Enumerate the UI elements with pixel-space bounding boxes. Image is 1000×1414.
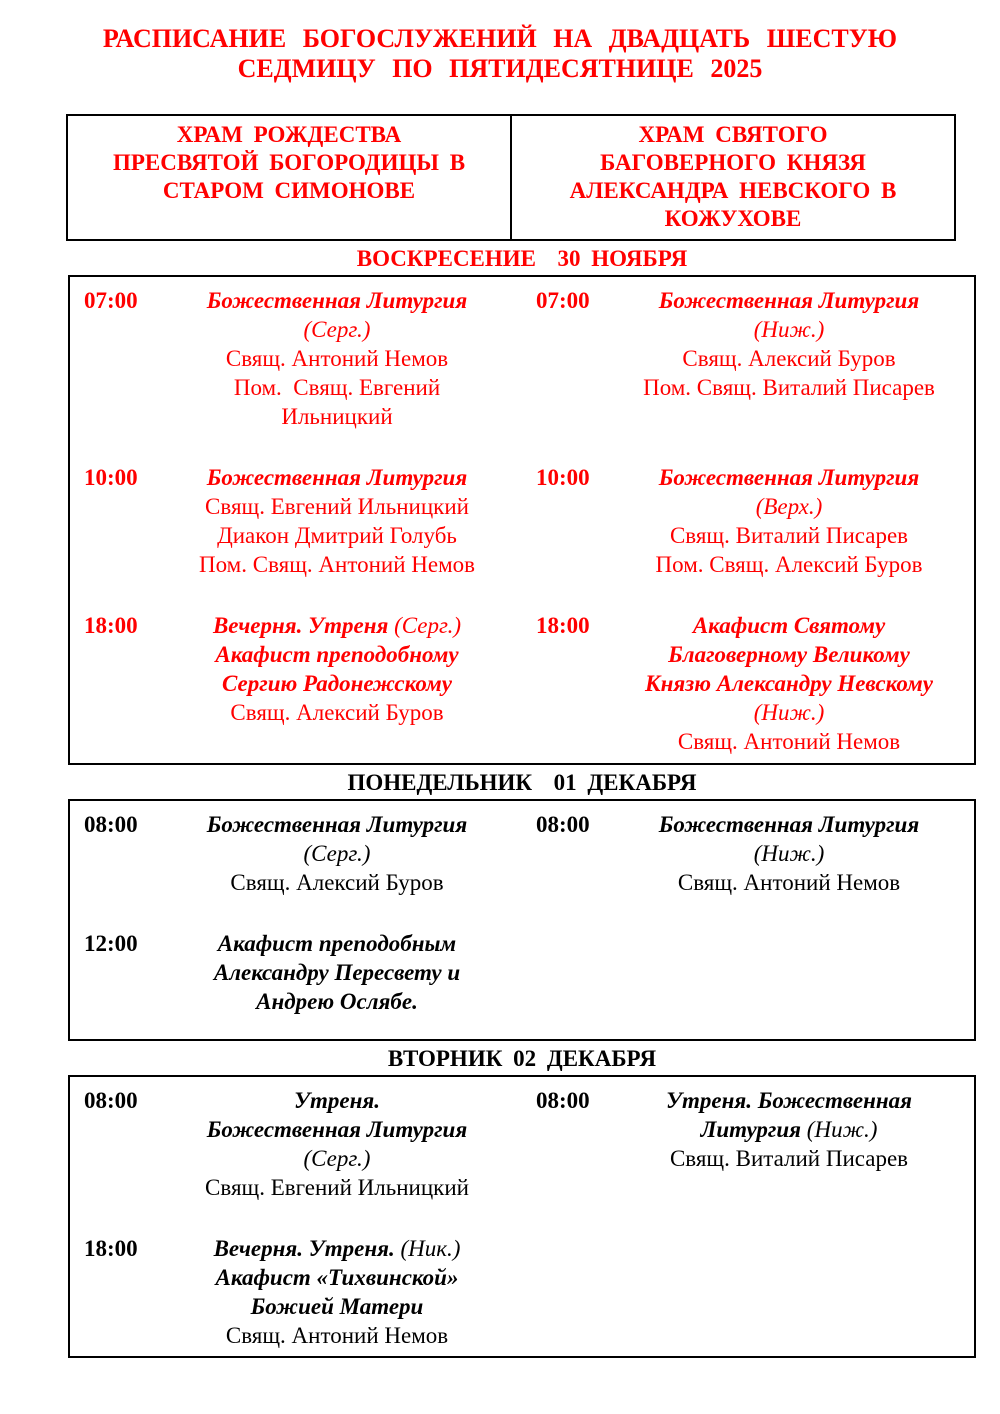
service-text-segment: Свящ. Алексий Буров [230, 870, 444, 895]
service-text-segment: (Ниж.) [806, 1117, 878, 1142]
service-text-segment: Александру Пересвету и [213, 960, 461, 985]
service-line [156, 373, 518, 402]
service-slot [70, 929, 974, 1016]
service-lines [156, 286, 522, 431]
service-slot [70, 1086, 974, 1202]
service-line [608, 373, 970, 402]
service-line [156, 611, 518, 640]
service-line [156, 550, 518, 579]
service-slot [70, 810, 974, 897]
service-text-segment: Утреня. [294, 1088, 380, 1113]
day-schedule-box-monday [68, 799, 976, 1041]
day-schedule-box-tuesday [68, 1075, 976, 1358]
church-header-cell-2 [512, 116, 954, 239]
service-line [608, 839, 970, 868]
service-lines [608, 286, 974, 402]
service-text-segment: (Ниж.) [753, 700, 825, 725]
churches-header-table [66, 114, 956, 241]
service-time: 18:00 [84, 613, 138, 638]
service-line [608, 286, 970, 315]
service-cell [70, 611, 522, 756]
service-text-segment: (Серг.) [303, 841, 371, 866]
church-header-line: ХРАМ СВЯТОГО [638, 122, 828, 147]
church-header-line: КОЖУХОВЕ [664, 206, 802, 231]
service-time: 08:00 [84, 1088, 138, 1113]
day-heading-tuesday: ВТОРНИК 02 ДЕКАБРЯ [387, 1046, 657, 1071]
service-text-segment: (Ник.) [400, 1236, 461, 1261]
service-text-segment: Божественная Литургия [206, 812, 468, 837]
service-cell [522, 611, 974, 756]
service-line [156, 1086, 518, 1115]
service-slot [70, 286, 974, 431]
service-text-segment: Свящ. Евгений Ильницкий [205, 494, 469, 519]
service-text-segment: Божественная Литургия [206, 1117, 468, 1142]
service-cell [522, 286, 974, 431]
service-text-segment: Свящ. Антоний Немов [677, 729, 901, 754]
page-title-line-2: СЕДМИЦУ ПО ПЯТИДЕСЯТНИЦЕ 2025 [237, 54, 763, 83]
church-header-line: АЛЕКСАНДРА НЕВСКОГО В [569, 178, 897, 203]
church-header-line: ПРЕСВЯТОЙ БОГОРОДИЦЫ В [112, 150, 466, 175]
service-line [608, 698, 970, 727]
service-text-segment: (Серг.) [303, 317, 371, 342]
service-text-segment: Свящ. Алексий Буров [230, 700, 444, 725]
service-text-segment: (Верх.) [755, 494, 823, 519]
day-section-sunday [0, 246, 1000, 765]
service-lines [608, 611, 974, 756]
service-line [156, 344, 518, 373]
service-slot [70, 463, 974, 579]
service-cell [70, 1086, 522, 1202]
service-line [156, 698, 518, 727]
service-line [156, 1263, 518, 1292]
service-line [156, 402, 518, 431]
service-line [608, 1115, 970, 1144]
service-line [608, 810, 970, 839]
service-empty-cell [522, 1234, 974, 1350]
service-line [156, 1115, 518, 1144]
service-text-segment: Божественная Литургия [206, 465, 468, 490]
service-text-segment: (Ниж.) [753, 841, 825, 866]
service-line [608, 640, 970, 669]
service-text-segment: Пом. Свящ. Антоний Немов [199, 552, 475, 577]
service-cell [522, 463, 974, 579]
service-line [608, 463, 970, 492]
service-lines [156, 810, 522, 897]
service-text-segment: Свящ. Виталий Писарев [669, 523, 909, 548]
service-lines [608, 1086, 974, 1173]
service-lines [608, 810, 974, 897]
church-header-line: СТАРОМ СИМОНОВЕ [162, 178, 416, 203]
service-line [608, 868, 970, 897]
service-line [156, 1234, 518, 1263]
service-line [156, 463, 518, 492]
service-time: 12:00 [84, 931, 138, 956]
service-time: 18:00 [84, 1236, 138, 1261]
service-line [156, 286, 518, 315]
service-text-segment: Ильницкий [281, 404, 393, 429]
service-time: 08:00 [84, 812, 138, 837]
service-cell [70, 929, 522, 1016]
service-slot [70, 611, 974, 756]
service-line [156, 521, 518, 550]
service-text-segment: Князю Александру Невскому [645, 671, 933, 696]
service-line [156, 1321, 518, 1350]
service-line [608, 669, 970, 698]
service-lines [156, 463, 522, 579]
service-cell [522, 1086, 974, 1202]
church-header-line: БАГОВЕРНОГО КНЯЗЯ [600, 150, 866, 175]
service-time: 07:00 [536, 288, 590, 313]
service-time: 07:00 [84, 288, 138, 313]
service-text-segment: Свящ. Виталий Писарев [669, 1146, 909, 1171]
service-cell [70, 810, 522, 897]
service-time: 10:00 [84, 465, 138, 490]
service-text-segment: Божественная Литургия [206, 288, 468, 313]
service-text-segment: Акафист «Тихвинской» [215, 1265, 459, 1290]
service-line [156, 1292, 518, 1321]
service-text-segment: Акафист преподобным [217, 931, 457, 956]
service-slot [70, 1234, 974, 1350]
page-title [0, 24, 1000, 84]
service-text-segment: Божественная Литургия [658, 465, 920, 490]
service-time: 18:00 [536, 613, 590, 638]
service-text-segment: (Серг.) [394, 613, 462, 638]
service-line [156, 1144, 518, 1173]
service-text-segment: (Ниж.) [753, 317, 825, 342]
service-cell [70, 463, 522, 579]
service-time: 08:00 [536, 1088, 590, 1113]
service-line [608, 611, 970, 640]
service-text-segment: Акафист Святому [692, 613, 886, 638]
service-time: 10:00 [536, 465, 590, 490]
service-line [156, 839, 518, 868]
service-text-segment: Свящ. Антоний Немов [225, 346, 449, 371]
service-text-segment: Свящ. Антоний Немов [225, 1323, 449, 1348]
service-text-segment: Пом. Свящ. Виталий Писарев [643, 375, 935, 400]
service-line [156, 640, 518, 669]
service-text-segment: Божией Матери [250, 1294, 424, 1319]
service-lines [156, 611, 522, 727]
service-lines [156, 1086, 522, 1202]
service-text-segment: Утреня. Божественная [666, 1088, 912, 1113]
church-header-cell-1 [68, 116, 512, 239]
service-empty-cell [522, 929, 974, 1016]
day-section-tuesday [0, 1046, 1000, 1358]
service-line [156, 810, 518, 839]
day-section-monday [0, 770, 1000, 1041]
service-text-segment: Вечерня. Утреня. [213, 1236, 401, 1261]
day-heading-monday: ПОНЕДЕЛЬНИК 01 ДЕКАБРЯ [347, 770, 697, 795]
service-text-segment: Акафист преподобному [215, 642, 459, 667]
service-line [156, 929, 518, 958]
page-title-line-1: РАСПИСАНИЕ БОГОСЛУЖЕНИЙ НА ДВАДЦАТЬ ШЕСТУЮ [102, 24, 898, 53]
day-schedule-box-sunday [68, 275, 976, 765]
service-line [608, 344, 970, 373]
service-line [156, 868, 518, 897]
days-container [0, 246, 1000, 1358]
service-line [608, 315, 970, 344]
service-text-segment: Благоверному Великому [668, 642, 910, 667]
service-text-segment: Диакон Дмитрий Голубь [217, 523, 457, 548]
service-line [608, 727, 970, 756]
service-lines [156, 1234, 522, 1350]
service-text-segment: Вечерня. Утреня [212, 613, 395, 638]
service-line [156, 315, 518, 344]
service-text-segment: Андрею Ослябе. [256, 989, 418, 1014]
service-cell [70, 286, 522, 431]
service-line [156, 1173, 518, 1202]
service-line [608, 550, 970, 579]
day-heading-sunday: ВОСКРЕСЕНИЕ 30 НОЯБРЯ [356, 246, 688, 271]
service-cell [522, 810, 974, 897]
service-lines [156, 929, 522, 1016]
service-text-segment: Сергию Радонежскому [222, 671, 452, 696]
service-line [156, 958, 518, 987]
service-cell [70, 1234, 522, 1350]
service-text-segment: Пом. Свящ. Алексий Буров [655, 552, 923, 577]
service-line [156, 987, 518, 1016]
service-line [608, 521, 970, 550]
service-text-segment: Свящ. Антоний Немов [677, 870, 901, 895]
service-line [608, 1144, 970, 1173]
service-text-segment: Божественная Литургия [658, 812, 920, 837]
service-text-segment: Божественная Литургия [658, 288, 920, 313]
service-text-segment: Литургия [700, 1117, 807, 1142]
service-text-segment: (Серг.) [303, 1146, 371, 1171]
service-text-segment: Пом. Свящ. Евгений [233, 375, 441, 400]
service-line [156, 669, 518, 698]
service-lines [608, 463, 974, 579]
service-time: 08:00 [536, 812, 590, 837]
church-header-line: ХРАМ РОЖДЕСТВА [176, 122, 402, 147]
service-text-segment: Свящ. Алексий Буров [682, 346, 896, 371]
service-text-segment: Свящ. Евгений Ильницкий [205, 1175, 469, 1200]
service-line [156, 492, 518, 521]
service-line [608, 492, 970, 521]
service-line [608, 1086, 970, 1115]
